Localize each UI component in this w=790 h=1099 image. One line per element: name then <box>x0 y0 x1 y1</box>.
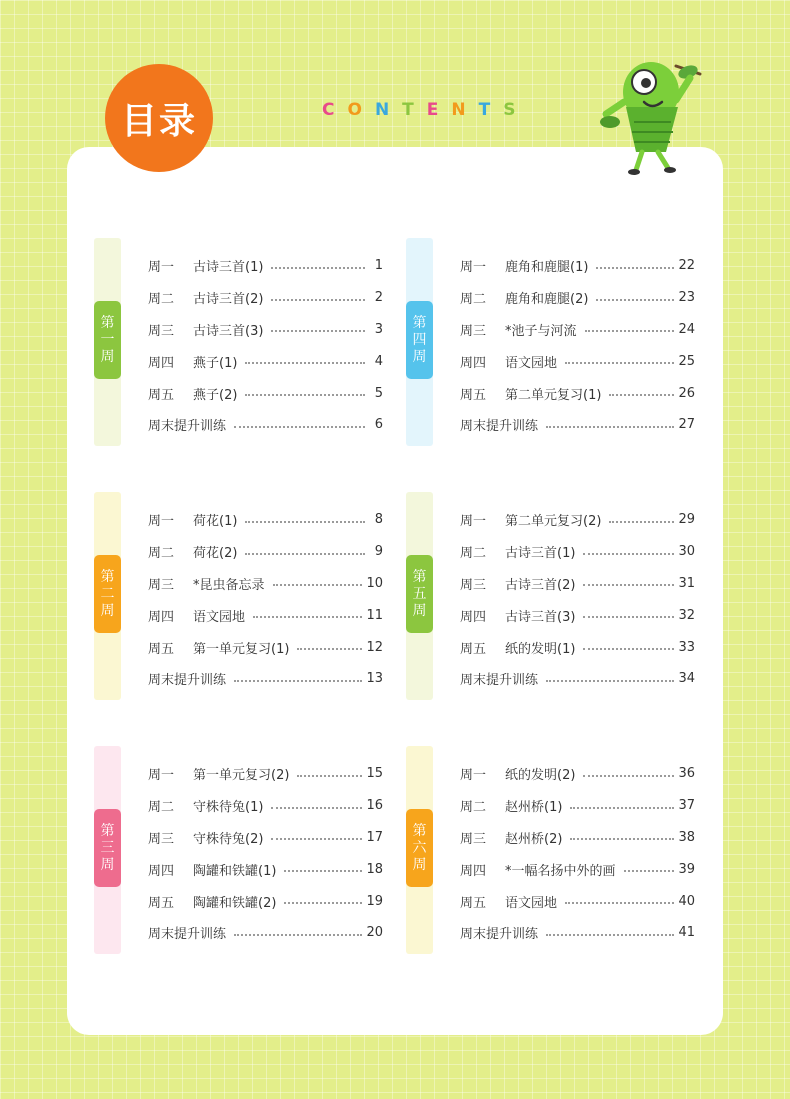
title-badge <box>105 64 213 172</box>
toc-leader-dots <box>585 330 675 332</box>
toc-page-number: 4 <box>374 353 383 369</box>
toc-title: 燕子(2) <box>193 387 238 403</box>
toc-page-number: 29 <box>678 512 695 528</box>
toc-entry[interactable] <box>148 377 383 409</box>
toc-page-number: 31 <box>678 575 695 591</box>
week-tag-char: 六 <box>412 839 427 856</box>
week-tag-char: 四 <box>412 331 427 348</box>
week-tag-char: 周 <box>412 602 427 619</box>
toc-page-number: 5 <box>374 385 383 401</box>
toc-entry[interactable] <box>460 536 695 568</box>
toc-title: 鹿角和鹿腿(2) <box>505 292 589 308</box>
toc-leader-dots <box>565 362 674 364</box>
toc-title: 第二单元复习(2) <box>505 514 602 530</box>
toc-title: 纸的发明(2) <box>505 768 576 784</box>
week-block <box>94 492 394 702</box>
toc-title: 周末提升训练 <box>460 419 539 435</box>
toc-page-number: 3 <box>374 321 383 337</box>
week-tag <box>94 555 121 633</box>
toc-entry[interactable] <box>460 504 695 536</box>
toc-leader-dots <box>546 680 674 682</box>
toc-page-number: 40 <box>678 893 695 909</box>
toc-entry[interactable] <box>148 790 383 822</box>
toc-leader-dots <box>624 870 675 872</box>
toc-list <box>148 250 383 441</box>
toc-leader-dots <box>234 934 362 936</box>
toc-title: 第二单元复习(1) <box>505 387 602 403</box>
contents-letter: N <box>451 100 479 120</box>
toc-title: 语文园地 <box>505 355 558 371</box>
page-title: 目录 <box>120 100 197 142</box>
toc-day: 周五 <box>148 641 175 657</box>
toc-page-number: 19 <box>366 893 383 909</box>
contents-letter: E <box>426 100 452 120</box>
week-tag-char: 周 <box>100 602 115 619</box>
toc-title: 古诗三首(2) <box>505 577 576 593</box>
toc-title: 语文园地 <box>505 895 558 911</box>
week-block <box>94 238 394 448</box>
toc-page-number: 2 <box>374 290 383 306</box>
toc-day: 周四 <box>460 609 487 625</box>
toc-entry[interactable] <box>148 599 383 631</box>
toc-page-number: 33 <box>678 639 695 655</box>
toc-leader-dots <box>284 870 362 872</box>
toc-title: 周末提升训练 <box>148 419 227 435</box>
week-tag-char: 周 <box>100 856 115 873</box>
week-tag-char: 三 <box>100 839 115 856</box>
toc-title: 周末提升训练 <box>460 673 539 689</box>
toc-entry[interactable] <box>460 885 695 917</box>
toc-page-number: 37 <box>678 798 695 814</box>
toc-list <box>460 758 695 949</box>
toc-leader-dots <box>297 775 362 777</box>
toc-entry[interactable] <box>460 314 695 346</box>
toc-leader-dots <box>546 934 674 936</box>
toc-day: 周二 <box>460 800 487 816</box>
toc-day: 周一 <box>148 260 175 276</box>
toc-leader-dots <box>271 838 362 840</box>
toc-day: 周三 <box>148 577 175 593</box>
contents-heading <box>322 100 529 120</box>
toc-leader-dots <box>234 426 365 428</box>
toc-page-number: 8 <box>374 512 383 528</box>
week-tag-char: 第 <box>412 568 427 585</box>
toc-title: 周末提升训练 <box>148 673 227 689</box>
toc-leader-dots <box>245 394 365 396</box>
toc-entry[interactable] <box>460 822 695 854</box>
week-tag-char: 第 <box>100 822 115 839</box>
toc-leader-dots <box>583 648 674 650</box>
toc-entry[interactable] <box>460 758 695 790</box>
toc-leader-dots <box>253 616 362 618</box>
toc-leader-dots <box>596 267 674 269</box>
toc-leader-dots <box>245 521 365 523</box>
toc-title: *昆虫备忘录 <box>193 577 265 593</box>
toc-list <box>460 504 695 695</box>
toc-leader-dots <box>583 584 674 586</box>
toc-entry[interactable] <box>460 599 695 631</box>
week-block <box>406 746 706 956</box>
toc-page-number: 10 <box>366 575 383 591</box>
toc-entry[interactable] <box>148 409 383 441</box>
toc-day: 周二 <box>460 546 487 562</box>
toc-title: 燕子(1) <box>193 355 238 371</box>
toc-day: 周五 <box>148 387 175 403</box>
toc-day: 周四 <box>148 863 175 879</box>
toc-page-number: 39 <box>678 861 695 877</box>
toc-leader-dots <box>609 394 674 396</box>
toc-entry[interactable] <box>148 314 383 346</box>
toc-page-number: 9 <box>374 544 383 560</box>
toc-title: 第一单元复习(1) <box>193 641 290 657</box>
toc-entry[interactable] <box>460 790 695 822</box>
toc-entry[interactable] <box>460 568 695 600</box>
toc-title: 古诗三首(3) <box>193 323 264 339</box>
week-tag-char: 第 <box>100 568 115 585</box>
toc-title: 第一单元复习(2) <box>193 768 290 784</box>
toc-entry[interactable] <box>460 631 695 663</box>
toc-title: 守株待兔(1) <box>193 800 264 816</box>
toc-page-number: 18 <box>366 861 383 877</box>
toc-leader-dots <box>583 775 674 777</box>
toc-day: 周二 <box>148 292 175 308</box>
toc-page-number: 12 <box>366 639 383 655</box>
toc-page-number: 30 <box>678 544 695 560</box>
week-tag-char: 周 <box>412 856 427 873</box>
toc-entry[interactable] <box>460 282 695 314</box>
toc-leader-dots <box>609 521 674 523</box>
toc-entry[interactable] <box>460 345 695 377</box>
week-tag-char: 第 <box>412 314 427 331</box>
toc-day: 周三 <box>460 831 487 847</box>
week-tag <box>94 301 121 379</box>
toc-page-number: 22 <box>678 258 695 274</box>
week-tag <box>94 809 121 887</box>
toc-page-number: 13 <box>366 671 383 687</box>
toc-entry[interactable] <box>148 345 383 377</box>
toc-title: 鹿角和鹿腿(1) <box>505 260 589 276</box>
toc-leader-dots <box>570 807 674 809</box>
toc-day: 周五 <box>460 641 487 657</box>
toc-title: 赵州桥(2) <box>505 831 563 847</box>
week-tag-char: 五 <box>412 585 427 602</box>
toc-day: 周二 <box>148 546 175 562</box>
toc-day: 周三 <box>460 577 487 593</box>
toc-day: 周四 <box>460 355 487 371</box>
toc-day: 周四 <box>460 863 487 879</box>
toc-page-number: 24 <box>678 321 695 337</box>
toc-page-number: 25 <box>678 353 695 369</box>
toc-day: 周三 <box>460 323 487 339</box>
toc-entry[interactable] <box>460 377 695 409</box>
toc-page-number: 38 <box>678 829 695 845</box>
toc-day: 周一 <box>460 514 487 530</box>
toc-leader-dots <box>271 299 365 301</box>
week-tag-char: 一 <box>100 331 115 348</box>
toc-leader-dots <box>245 553 365 555</box>
toc-entry[interactable] <box>148 853 383 885</box>
week-tag-char: 第 <box>412 822 427 839</box>
week-tag-char: 周 <box>100 348 115 365</box>
toc-leader-dots <box>570 838 674 840</box>
toc-entry[interactable] <box>148 822 383 854</box>
contents-letter: N <box>374 100 403 120</box>
toc-page-number: 26 <box>678 385 695 401</box>
toc-leader-dots <box>583 553 674 555</box>
toc-day: 周五 <box>148 895 175 911</box>
week-tag-char: 第 <box>100 314 115 331</box>
toc-leader-dots <box>273 584 363 586</box>
toc-day: 周一 <box>460 260 487 276</box>
toc-leader-dots <box>271 267 365 269</box>
toc-page-number: 32 <box>678 607 695 623</box>
toc-page-number: 23 <box>678 290 695 306</box>
toc-day: 周二 <box>460 292 487 308</box>
toc-leader-dots <box>234 680 362 682</box>
toc-page-number: 27 <box>678 417 695 433</box>
toc-entry[interactable] <box>148 282 383 314</box>
toc-leader-dots <box>284 902 362 904</box>
week-block <box>94 746 394 956</box>
toc-title: 古诗三首(2) <box>193 292 264 308</box>
toc-day: 周五 <box>460 387 487 403</box>
week-block <box>406 492 706 702</box>
toc-day: 周三 <box>148 831 175 847</box>
toc-list <box>460 250 695 441</box>
toc-entry[interactable] <box>148 536 383 568</box>
toc-title: 守株待兔(2) <box>193 831 264 847</box>
toc-page-number: 34 <box>678 671 695 687</box>
toc-title: 纸的发明(1) <box>505 641 576 657</box>
week-block <box>406 238 706 448</box>
toc-entry[interactable] <box>460 663 695 695</box>
toc-leader-dots <box>546 426 674 428</box>
toc-entry[interactable] <box>148 504 383 536</box>
toc-leader-dots <box>245 362 365 364</box>
toc-page-number: 17 <box>366 829 383 845</box>
toc-leader-dots <box>596 299 674 301</box>
toc-page-number: 20 <box>366 925 383 941</box>
toc-list <box>148 504 383 695</box>
contents-letter: S <box>503 100 529 120</box>
toc-entry[interactable] <box>460 853 695 885</box>
toc-list <box>148 758 383 949</box>
week-tag-char: 周 <box>412 348 427 365</box>
toc-title: 周末提升训练 <box>148 927 227 943</box>
toc-title: 荷花(1) <box>193 514 238 530</box>
toc-entry[interactable] <box>148 758 383 790</box>
toc-title: 语文园地 <box>193 609 246 625</box>
toc-page-number: 15 <box>366 766 383 782</box>
toc-leader-dots <box>297 648 362 650</box>
toc-entry[interactable] <box>460 409 695 441</box>
toc-leader-dots <box>271 807 362 809</box>
toc-day: 周一 <box>148 768 175 784</box>
contents-letter: T <box>478 100 504 120</box>
contents-letter: C <box>322 100 348 120</box>
contents-letter: T <box>402 100 427 120</box>
week-tag <box>406 809 433 887</box>
toc-title: 赵州桥(1) <box>505 800 563 816</box>
toc-title: *池子与河流 <box>505 323 577 339</box>
toc-page-number: 6 <box>374 417 383 433</box>
toc-day: 周一 <box>148 514 175 530</box>
toc-page-number: 41 <box>678 925 695 941</box>
toc-entry[interactable] <box>148 568 383 600</box>
toc-entry[interactable] <box>148 250 383 282</box>
week-tag <box>406 555 433 633</box>
toc-title: 古诗三首(3) <box>505 609 576 625</box>
toc-page-number: 36 <box>678 766 695 782</box>
toc-entry[interactable] <box>148 885 383 917</box>
toc-entry[interactable] <box>148 917 383 949</box>
toc-title: 古诗三首(1) <box>505 546 576 562</box>
toc-day: 周一 <box>460 768 487 784</box>
toc-day: 周四 <box>148 355 175 371</box>
toc-title: 荷花(2) <box>193 546 238 562</box>
toc-title: 周末提升训练 <box>460 927 539 943</box>
toc-page-number: 11 <box>366 607 383 623</box>
toc-day: 周三 <box>148 323 175 339</box>
toc-title: 陶罐和铁罐(1) <box>193 863 277 879</box>
toc-day: 周四 <box>148 609 175 625</box>
toc-leader-dots <box>271 330 365 332</box>
week-tag-char: 二 <box>100 585 115 602</box>
toc-page-number: 1 <box>374 258 383 274</box>
contents-letter: O <box>347 100 375 120</box>
toc-leader-dots <box>565 902 674 904</box>
toc-title: 陶罐和铁罐(2) <box>193 895 277 911</box>
toc-title: 古诗三首(1) <box>193 260 264 276</box>
toc-leader-dots <box>583 616 674 618</box>
toc-day: 周二 <box>148 800 175 816</box>
contents-panel <box>67 147 723 1035</box>
toc-page-number: 16 <box>366 798 383 814</box>
toc-entry[interactable] <box>460 917 695 949</box>
mascot-illustration <box>596 52 706 176</box>
toc-entry[interactable] <box>148 631 383 663</box>
week-tag <box>406 301 433 379</box>
toc-entry[interactable] <box>148 663 383 695</box>
toc-title: *一幅名扬中外的画 <box>505 863 616 879</box>
toc-day: 周五 <box>460 895 487 911</box>
toc-entry[interactable] <box>460 250 695 282</box>
